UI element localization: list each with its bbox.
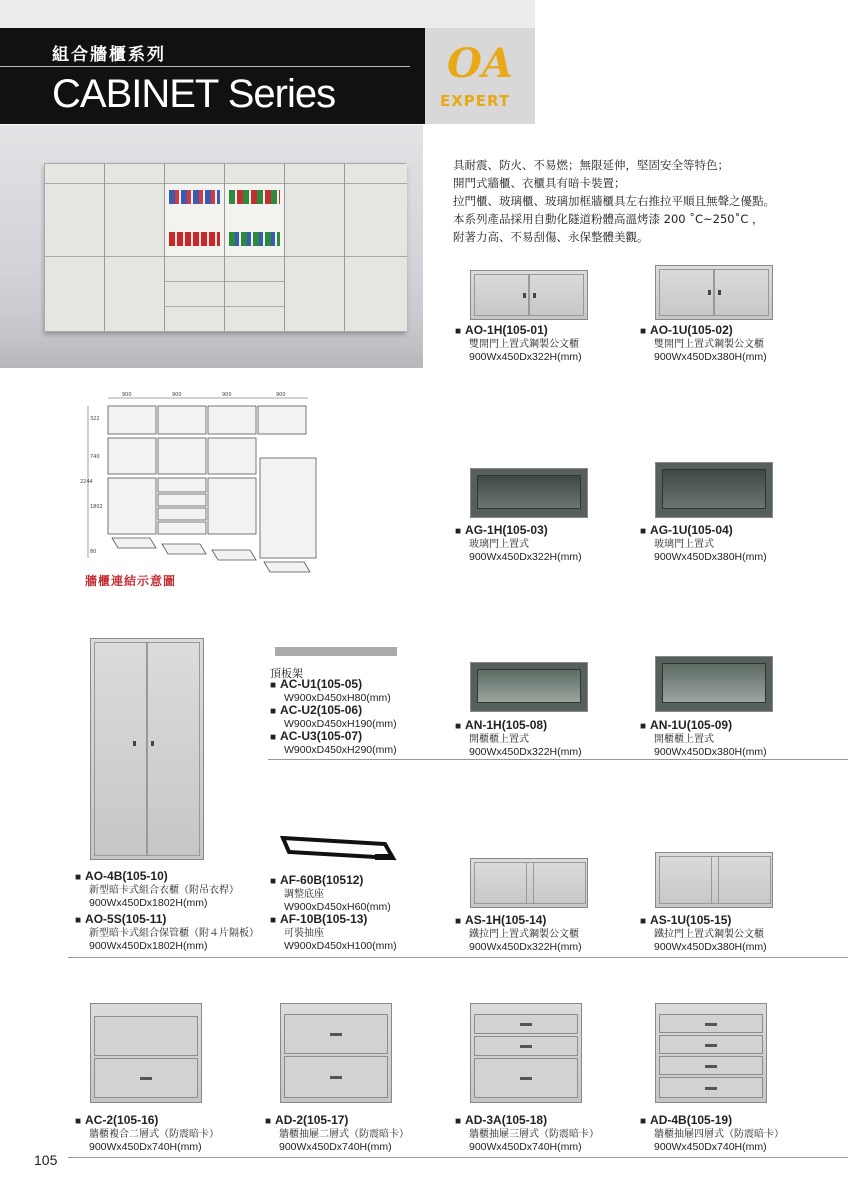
drawer [659,1056,763,1075]
product-description [453,156,833,246]
title-english: CABINET Series [52,72,336,116]
product-dimension: 900Wx450Dx380H(mm) [654,746,767,758]
product-name: 新型暗卡式組合衣櫃（附吊衣桿） [89,885,239,896]
drawer-cell [225,282,284,307]
logo-oa: OA [447,40,513,87]
product-code: ■ AC-U1(105-05) [270,678,391,692]
product-name: 鐵拉門上置式鋼製公文櫃 [654,929,764,940]
handle-icon [330,1033,342,1036]
product-name: 牆櫃抽屜二層式（防震暗卡） [279,1129,409,1140]
product-code: ■ AG-1H(105-03) [455,524,582,538]
cabinet-cell [165,164,224,184]
description-line: 具耐震、防火、不易燃；無限延伸，堅固安全等特色； [453,158,729,172]
drawer [284,1014,388,1054]
lock-icon [523,293,526,298]
sliding-door [711,856,771,904]
product-ac-u3 [270,730,397,757]
product-dimension: 900Wx450Dx322H(mm) [469,746,582,758]
sliding-door [474,862,534,904]
diagram-caption: 牆櫃連結示意圖 [85,574,177,588]
cabinet-image-ag-1h [470,468,588,518]
drawer [94,1058,198,1098]
drawer-cell [225,257,284,282]
drawer [474,1058,578,1098]
drawer [659,1077,763,1098]
hero-floor [0,328,423,368]
product-name: 鐵拉門上置式鋼製公文櫃 [469,929,579,940]
product-code: ■ AN-1U(105-09) [640,719,767,733]
drawer-cell [165,257,224,282]
lock-icon [133,741,136,746]
product-dimension: 900Wx450Dx322H(mm) [469,351,582,363]
cabinet-column [165,164,225,330]
cabinet-connection-diagram [80,388,330,588]
drawer [474,1014,578,1034]
diagram-width-label: 900 [222,392,232,398]
product-ag-1h [455,524,582,564]
title-chinese: 組合牆櫃系列 [52,45,166,65]
handle-icon [140,1077,152,1080]
cabinet-cell [45,184,104,257]
product-code: ■ AD-3A(105-18) [455,1114,599,1128]
product-name: 新型暗卡式組合保管櫃（附４片隔板） [89,928,259,939]
cabinet-image-ad-2 [280,1003,392,1103]
diagram-width-label: 900 [122,392,132,398]
product-code: ■ AC-2(105-16) [75,1114,219,1128]
description-line: 拉門櫃、玻璃櫃、玻璃加框牆櫃具左右推拉平順且無聲之優點。 [453,194,775,208]
hero-photo [0,125,423,368]
product-name: 可裝抽座 [284,928,324,939]
cabinet-image-ad-3a [470,1003,582,1103]
glass-door-panel [477,475,581,509]
cabinet-cell [105,164,164,184]
cabinet-column [225,164,285,330]
books [169,232,220,246]
cabinet-column [285,164,345,330]
product-ao-1u [640,324,767,364]
product-code: ■ AD-4B(105-19) [640,1114,784,1128]
glass-cell [225,184,284,257]
product-code: ■ AF-60B(10512) [270,874,391,888]
cabinet-door [94,1016,198,1056]
description-line: 開門式牆櫃、衣櫃具有暗卡裝置； [453,176,626,190]
product-code: ■ AC-U2(105-06) [270,704,397,718]
cabinet-cell [285,164,344,184]
product-name: 牆櫃複合二層式（防震暗卡） [89,1129,219,1140]
diagram-width-label: 900 [276,392,286,398]
product-ac-u1 [270,678,391,705]
top-frame-image [275,647,397,656]
product-code: ■ AO-1H(105-01) [455,324,582,338]
product-code: ■ AS-1U(105-15) [640,914,767,928]
cabinet-cell [285,257,344,332]
books [229,190,280,204]
footer-line [68,1157,848,1158]
handle-icon [520,1023,532,1026]
product-dimension: 900Wx450Dx1802H(mm) [89,897,208,909]
product-ac-u2 [270,704,397,731]
product-af-10b [270,913,397,953]
cabinet-cell [345,184,407,257]
frame-label: 頂板架 [270,667,303,680]
drawer [474,1036,578,1056]
product-an-1u [640,719,767,759]
product-dimension: W900xD450xH190(mm) [284,718,397,730]
open-shelf [662,663,766,703]
page-number: 105 [34,1152,58,1168]
cabinet-door [94,642,147,856]
diagram-total-label: 2244 [80,479,93,485]
handle-icon [520,1045,532,1048]
drawer-cell [165,282,224,307]
sliding-door [659,856,719,904]
product-code: ■ AO-5S(105-11) [75,913,259,927]
product-dimension: W900xD450xH100(mm) [284,940,397,952]
cabinet-cell [105,184,164,257]
books [169,190,220,204]
handle-icon [705,1044,717,1047]
cabinet-image-ao-1h [470,270,588,320]
lock-icon [708,290,711,295]
product-dimension: 900Wx450Dx322H(mm) [469,941,582,953]
description-line: 附著力高、不易刮傷、永保整體美觀。 [453,230,649,244]
cabinet-door [529,274,584,316]
cabinet-cell [345,164,407,184]
logo-expert: EXPERT [440,92,511,110]
product-name: 調整底座 [284,889,324,900]
product-ad-4b [640,1114,784,1154]
description-line: 本系列產品採用自動化隧道粉體高溫烤漆 200 ˚C~250˚C ， [453,212,764,226]
cabinet-cell [45,257,104,332]
handle-icon [705,1023,717,1026]
drawer [659,1014,763,1033]
product-ad-3a [455,1114,599,1154]
cabinet-column [45,164,105,330]
product-code: ■ AG-1U(105-04) [640,524,767,538]
product-name: 牆櫃抽屜四層式（防震暗卡） [654,1129,784,1140]
product-dimension: 900Wx450Dx322H(mm) [469,551,582,563]
cabinet-cell [345,257,407,332]
cabinet-cell [225,164,284,184]
product-code: ■ AF-10B(105-13) [270,913,397,927]
product-name: 玻璃門上置式 [469,539,529,550]
cabinet-image-ao-4b [90,638,204,860]
handle-icon [718,290,721,295]
cabinet-cell [45,164,104,184]
cabinet-cell [105,257,164,332]
product-name: 雙開門上置式鋼製公文櫃 [469,339,579,350]
cabinet-cell [285,184,344,257]
separator-line [68,957,848,958]
cabinet-image-ad-4b [655,1003,767,1103]
product-code: ■ AC-U3(105-07) [270,730,397,744]
product-dimension: 900Wx450Dx740H(mm) [469,1141,582,1153]
product-ad-2 [265,1114,409,1154]
product-ao-4b [75,870,239,910]
product-code: ■ AN-1H(105-08) [455,719,582,733]
cabinet-image-ag-1u [655,462,773,518]
product-dimension: 900Wx450Dx380H(mm) [654,351,767,363]
drawer [284,1056,388,1098]
cabinet-image-ac-2 [90,1003,202,1103]
base-frame-image [275,830,400,866]
diagram-height-label: 80 [90,549,97,555]
product-dimension: 900Wx450Dx1802H(mm) [89,940,208,952]
product-code: ■ AD-2(105-17) [265,1114,409,1128]
glass-door-panel [662,469,766,509]
product-dimension: W900xD450xH290(mm) [284,744,397,756]
product-dimension: 900Wx450Dx380H(mm) [654,941,767,953]
product-dimension: 900Wx450Dx740H(mm) [279,1141,392,1153]
product-af-60b [270,874,391,914]
product-name: 雙開門上置式鋼製公文櫃 [654,339,764,350]
cabinet-image-ao-1u [655,265,773,320]
product-code: ■ AS-1H(105-14) [455,914,582,928]
separator-line [268,759,848,760]
handle-icon [533,293,536,298]
glass-cell [165,184,224,257]
handle-icon [330,1076,342,1079]
product-dimension: 900Wx450Dx740H(mm) [89,1141,202,1153]
diagram-height-label: 740 [90,454,100,460]
product-name: 玻璃門上置式 [654,539,714,550]
cabinet-column [345,164,407,330]
product-code: ■ AO-4B(105-10) [75,870,239,884]
handle-icon [705,1065,717,1068]
product-ac-2 [75,1114,219,1154]
cabinet-image-an-1h [470,662,588,712]
cabinet-door [714,269,769,316]
product-as-1u [640,914,767,954]
product-ao-1h [455,324,582,364]
cabinet-image-as-1u [655,852,773,908]
sliding-door [526,862,586,904]
handle-icon [151,741,154,746]
product-dimension: 900Wx450Dx380H(mm) [654,551,767,563]
books [229,232,280,246]
product-dimension: 900Wx450Dx740H(mm) [654,1141,767,1153]
cabinet-image-an-1u [655,656,773,712]
handle-icon [705,1087,717,1090]
product-ao-5s [75,913,259,953]
drawer [659,1035,763,1054]
drawer-cell [225,307,284,332]
drawer-cell [165,307,224,332]
cabinet-column [105,164,165,330]
product-as-1h [455,914,582,954]
cabinet-door [659,269,714,316]
cabinet-door [147,642,200,856]
open-shelf [477,669,581,703]
header-divider [0,66,410,67]
product-code: ■ AO-1U(105-02) [640,324,767,338]
cabinet-door [474,274,529,316]
product-name: 牆櫃抽屜三層式（防震暗卡） [469,1129,599,1140]
diagram-width-label: 900 [172,392,182,398]
diagram-height-label: 1802 [90,504,103,510]
product-dimension: W900xD450xH80(mm) [284,692,391,704]
wall-cabinet-illustration [44,163,406,331]
product-an-1h [455,719,582,759]
product-name: 開櫃櫃上置式 [469,734,529,745]
diagram-height-label: 322 [90,416,100,422]
handle-icon [520,1077,532,1080]
product-name: 開櫃櫃上置式 [654,734,714,745]
product-dimension: W900xD450xH60(mm) [284,901,391,913]
cabinet-image-as-1h [470,858,588,908]
product-ag-1u [640,524,767,564]
